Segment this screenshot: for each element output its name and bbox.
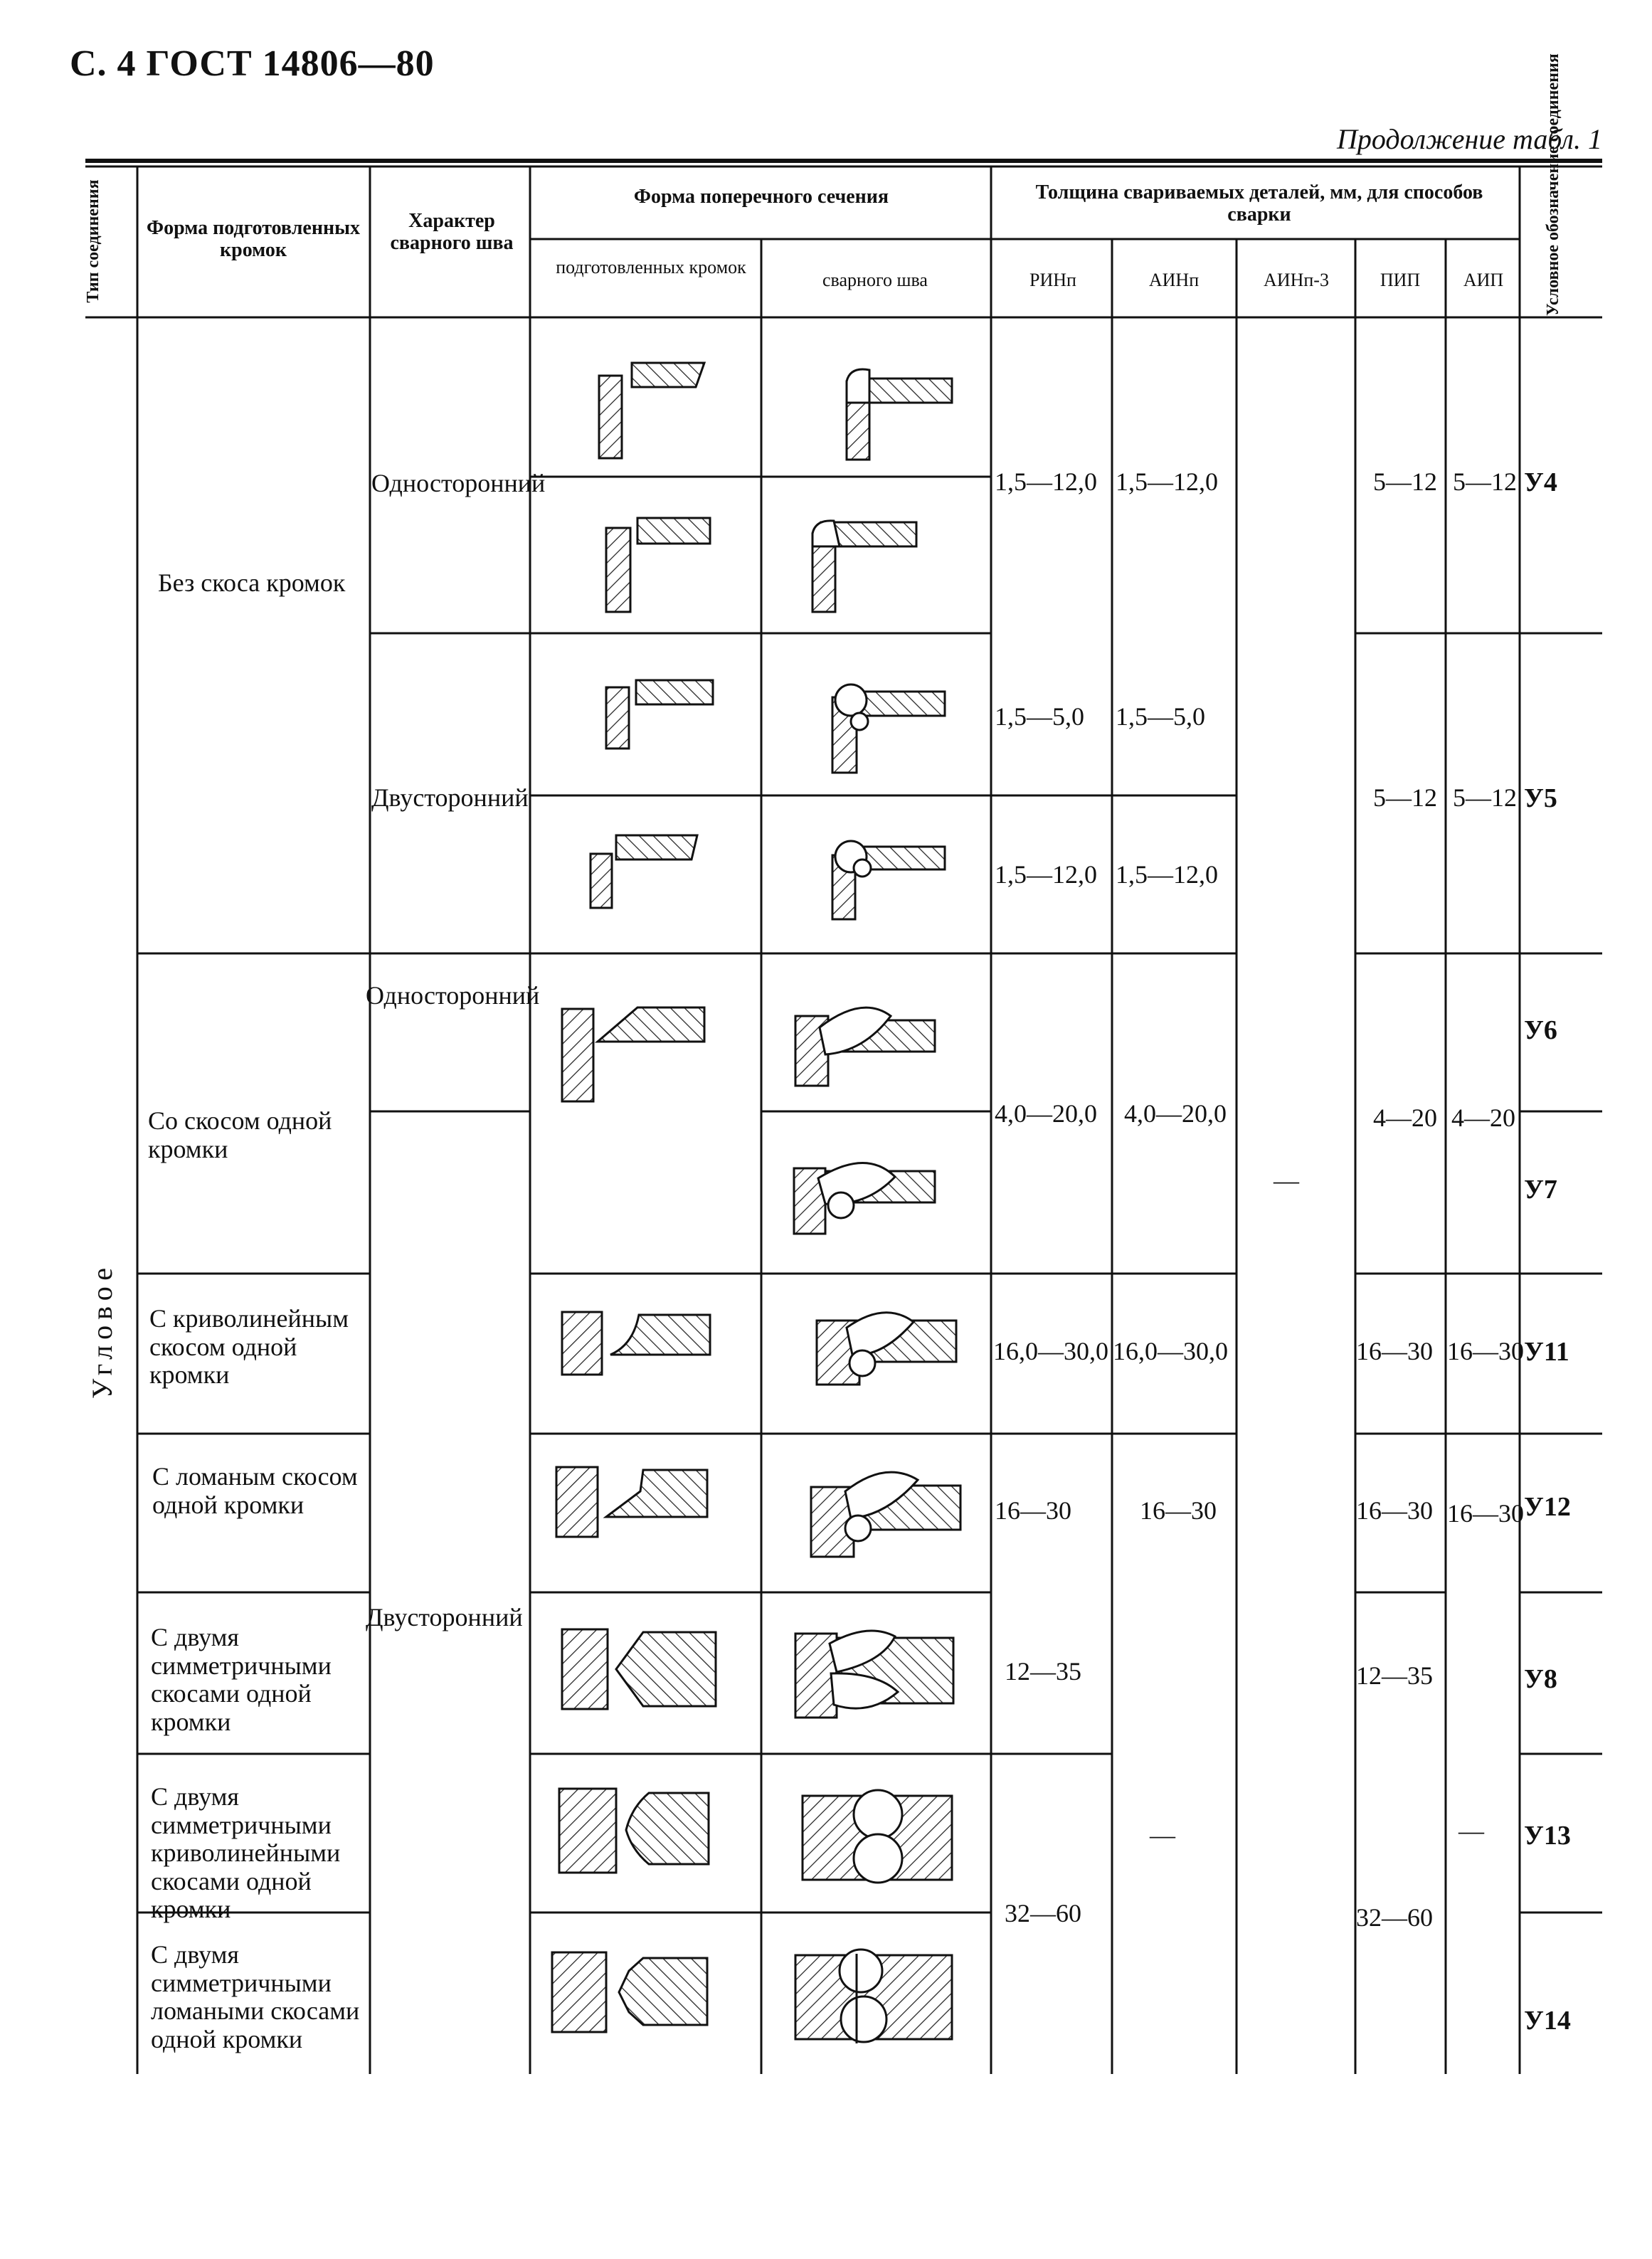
code-u4: У4 [1524,467,1557,497]
edge-form-row-6: С двумя симметричными скосами одной кромки [151,1623,332,1736]
value-rinp-u5-a: 1,5—5,0 [995,702,1084,731]
value-pip-u12: 16—30 [1356,1496,1433,1525]
value-pip-u11: 16—30 [1356,1337,1433,1365]
value-aip-u6-u7: 4—20 [1451,1104,1515,1132]
value-rinp-u4: 1,5—12,0 [995,467,1097,496]
value-ainp-u5-a: 1,5—5,0 [1116,702,1205,731]
value-rinp-u11: 16,0—30,0 [993,1337,1108,1365]
edge-form-row-5: С ломаным скосом одной кромки [152,1462,358,1519]
code-u7: У7 [1524,1175,1557,1205]
edge-form-row-3: Со скосом одной кромки [148,1106,332,1163]
value-pip-u4: 5—12 [1373,467,1437,496]
value-rinp-u12: 16—30 [995,1496,1071,1525]
header-thickness: Толщина свариваемых деталей, мм, для способов сварки [1035,181,1483,226]
value-aip-u11: 16—30 [1447,1337,1524,1365]
value-ainp-u5-b: 1,5—12,0 [1116,860,1218,889]
weld-character-row-6: Двусторонний [366,1603,523,1631]
section-u6-prepared [562,1007,704,1101]
value-ainp-u12: 16—30 [1140,1496,1217,1525]
joint-type-value: Угловое [86,1262,118,1399]
header-weld-character: Характер сварного шва [390,210,514,254]
section-u13-prepared [559,1789,709,1873]
section-u11-weld [817,1313,956,1385]
weld-character-row-2: Двусторонний [371,783,529,812]
header-method-ainp: АИНп [1148,270,1200,290]
section-u4-prepared-a [599,363,704,458]
value-aip-u13: — [1458,1816,1484,1845]
edge-form-row-7: С двумя симметричными криволинейными скосами одной кромки [151,1782,341,1924]
code-u11: У11 [1524,1337,1569,1367]
value-rinp-u8: 12—35 [1005,1657,1081,1686]
header-edge-form: Форма подготовленных кромок [147,217,360,261]
section-u4-prepared-b [606,518,710,612]
value-ainp-u4: 1,5—12,0 [1116,467,1218,496]
page-header: С. 4 ГОСТ 14806—80 [70,43,435,84]
weld-character-row-1: Односторонний [371,469,546,497]
value-pip-u13-u14: 32—60 [1356,1903,1433,1932]
value-aip-u4: 5—12 [1453,467,1517,496]
section-u6-weld [795,1007,935,1086]
section-u5-prepared-a [606,680,713,748]
code-u6: У6 [1524,1015,1557,1045]
section-u5-weld-b [832,841,945,919]
table-continuation-label: Продолжение табл. 1 [1336,123,1602,155]
value-pip-u5: 5—12 [1373,783,1437,812]
value-pip-u8: 12—35 [1356,1661,1433,1690]
section-u12-weld [811,1472,960,1557]
code-u8: У8 [1524,1664,1557,1694]
value-ainp-u11: 16,0—30,0 [1113,1337,1228,1365]
section-u4-weld-b [812,521,916,612]
section-u13-weld [803,1790,952,1883]
code-u14: У14 [1524,2006,1571,2036]
header-method-rinp: РИНп [1029,270,1076,290]
header-method-pip: ПИП [1380,270,1421,290]
section-u11-prepared [562,1312,710,1375]
edge-form-row-1: Без скоса кромок [158,568,346,597]
header-weld-seam: сварного шва [822,270,928,290]
section-u14-prepared [552,1952,707,2032]
header-method-ainp3: АИНп-3 [1264,270,1329,290]
section-u12-prepared [556,1467,707,1537]
value-ainp-u13: — [1150,1821,1175,1849]
section-u5-weld-a [832,684,945,773]
value-aip-u12: 16—30 [1447,1499,1524,1528]
section-u8-prepared [562,1629,716,1709]
value-ainp-u6-u7: 4,0—20,0 [1124,1099,1227,1128]
header-prepared-edges: подготовленных кромок [556,257,746,277]
edge-form-row-8: С двумя симметричными ломаными скосами одной кромки [151,1940,360,2053]
edge-form-row-4: С криволинейным скосом одной кромки [149,1304,349,1390]
header-joint-type: Тип соединения [84,179,102,303]
code-u12: У12 [1524,1492,1571,1522]
header-method-aip: АИП [1463,270,1504,290]
value-rinp-u5-b: 1,5—12,0 [995,860,1097,889]
code-u5: У5 [1524,783,1557,813]
value-rinp-u6-u7: 4,0—20,0 [995,1099,1097,1128]
section-u8-weld [795,1631,953,1718]
header-designation: Условное обозначение соединения [1544,53,1562,316]
section-u7-weld [794,1163,935,1234]
section-u14-weld [795,1949,952,2043]
value-rinp-u13-u14: 32—60 [1005,1899,1081,1927]
section-u4-weld-a [847,369,952,460]
value-ainp3-dash: — [1274,1166,1299,1195]
value-pip-u6-u7: 4—20 [1373,1104,1437,1132]
section-u5-prepared-b [591,835,697,908]
weld-character-row-3: Односторонний [366,981,540,1010]
code-u13: У13 [1524,1821,1571,1851]
header-cross-section: Форма поперечного сечения [633,186,889,208]
value-aip-u5: 5—12 [1453,783,1517,812]
